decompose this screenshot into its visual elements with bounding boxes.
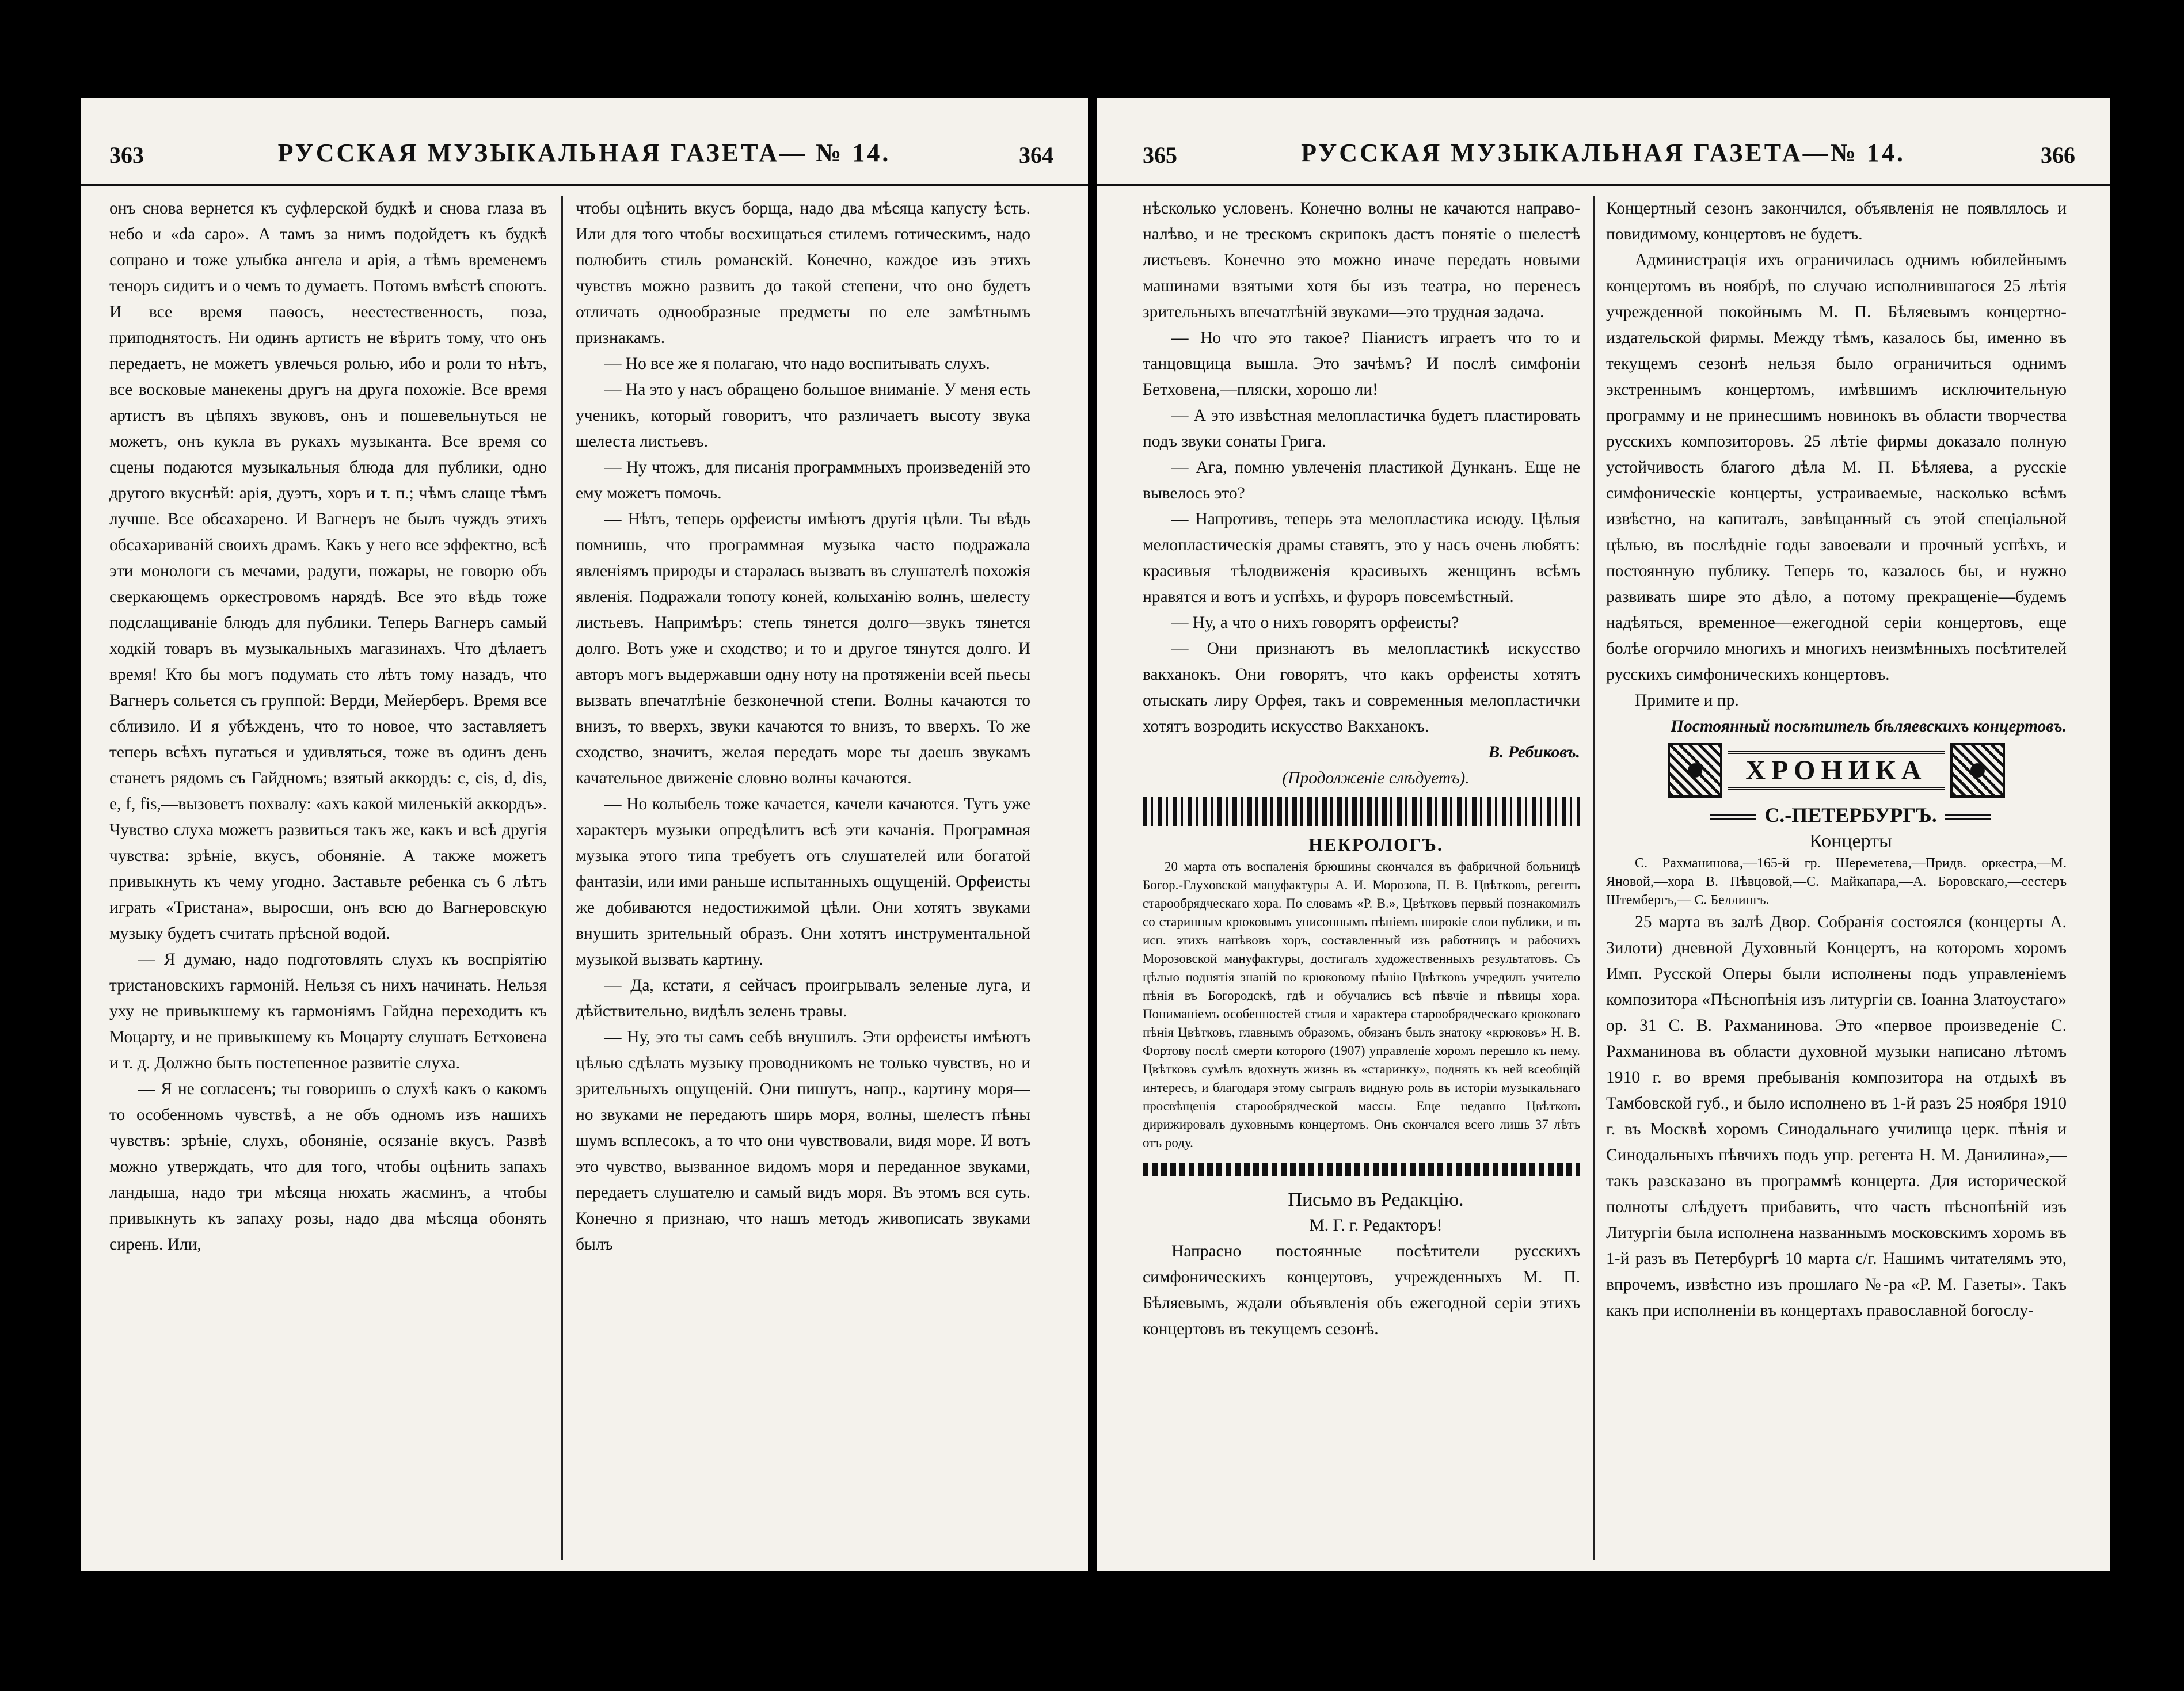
paragraph: — Но колыбель тоже качается, качели качаются. Тутъ уже характеръ музыки опредѣлитъ всѣ эти качанія. Програмная музыка этого типа требуетъ отъ слушателей или богатой фантазіи, или ими раньше испытанныхъ ощущеній. Орфеисты же добиваются недостижимой цѣли. Они хотятъ звуками внушить зрительный образъ. Они хотятъ инструментальной музыкой вызвать картину.	[576, 795, 1030, 969]
letter-text: Напрасно постоянные посѣтители русскихъ симфоническихъ концертовъ, учрежденныхъ М. П. Бѣляевымъ, ждали объявленія объ ежегодной серіи этихъ концертовъ въ текущемъ сезонѣ.	[1143, 1242, 1580, 1338]
column-divider	[1593, 196, 1595, 1560]
paragraph: — Ага, помню увлеченія пластикой Дунканъ. Еще не вывелось это?	[1143, 458, 1580, 502]
necrology-heading: НЕКРОЛОГЪ.	[1308, 834, 1443, 855]
paragraph: — Я не согласенъ; ты говоришь о слухѣ какъ о какомъ то особенномъ чувствѣ, а не объ одномъ изъ нашихъ чувствъ: зрѣніе, слухъ, обоняніе, осязаніе вкусъ. Развѣ можно утверждать, что для того, чтобы оцѣнить запахъ ландыша, надо три мѣсяца нюхать жасминъ, а чтобы привыкнуть къ запаху розы, надо два мѣсяца обонять сирень. Или,	[109, 1080, 547, 1254]
text-column-2	[576, 196, 1030, 1258]
paragraph: — Ну, а что о нихъ говорятъ орфеисты?	[1171, 614, 1459, 632]
column-divider	[561, 196, 563, 1560]
letter-signature: Постоянный посѣтитель бѣляевскихъ концертовъ.	[1671, 717, 2067, 736]
ornament-divider	[1143, 1163, 1580, 1176]
running-head-right	[1097, 138, 2110, 186]
masthead: РУССКАЯ МУЗЫКАЛЬНАЯ ГАЗЕТА—№ 14.	[1301, 139, 1905, 167]
paragraph: чтобы оцѣнить вкусъ борща, надо два мѣсяца капусту ѣсть. Или для того чтобы восхищаться стилемъ готическимъ, надо полюбить стиль романскій. Конечно, каждое изъ этихъ чувствъ можно развить до такой степени, что оно будетъ отличать однообразные предметы по еле замѣтнымъ признакамъ.	[576, 199, 1030, 347]
necrology-block	[1143, 858, 1580, 1152]
paragraph: — Нѣтъ, теперь орфеисты имѣютъ другія цѣли. Ты вѣдь помнишь, что программная музыка часто подражала явленіямъ природы и старалась вызвать въ слушателѣ похожія явленія. Подражали топоту коней, колыханію волнъ, шелесту листьевъ. Напримѣръ: степь тянется долго—звукъ тянется долго. Вотъ уже и сходство; и то и другое тянутся долго. И авторъ могъ выдержавши одну ноту на протяженіи всей пьесы вызвать впечатлѣніе безконечной степи. Волны качаются то внизъ, то вверхъ, звуки качаются то внизъ, то вверхъ. То же сходство, значитъ, желая передать море ты даешь звукамъ качательное движеніе словно волны качаются.	[576, 510, 1030, 787]
ornament-icon	[1950, 743, 2005, 798]
text-column-4	[1606, 196, 2067, 1324]
chronicle-banner	[1606, 743, 2067, 798]
paragraph: нѣсколько условенъ. Конечно волны не качаются направо-налѣво, и не трескомъ скрипокъ дастъ понятіе о шелестѣ листьевъ. Конечно это можно иначе передать новыми машинами взятыми хотя бы изъ театра, но перенесъ зрительныхъ впечатлѣній звуками—это трудная задача.	[1143, 199, 1580, 321]
text-column-1	[109, 196, 547, 1258]
running-head-left	[81, 138, 1088, 186]
letter-heading: Письмо въ Редакцію.	[1288, 1189, 1464, 1210]
city-name: С.-ПЕТЕРБУРГЪ.	[1764, 803, 1937, 827]
text-column-3	[1143, 196, 1580, 1342]
paragraph: — Да, кстати, я сейчасъ проигрывалъ зеленые луга, и дѣйствительно, видѣлъ зелень травы.	[576, 976, 1030, 1020]
masthead: РУССКАЯ МУЗЫКАЛЬНАЯ ГАЗЕТА— № 14.	[277, 139, 891, 167]
author-signature: В. Ребиковъ.	[1488, 743, 1580, 761]
left-page	[81, 98, 1088, 1571]
paragraph: — Ну, это ты самъ себѣ внушилъ. Эти орфеисты имѣютъ цѣлью сдѣлать музыку проводникомъ не только чувствъ, но и зрительныхъ ощущеній. Они пишутъ, напр., картину моря—но звуками не передаютъ ширь моря, волны, шелестъ пѣны шумъ всплесокъ, а то что они чувствовали, видя море. И вотъ это чувство, вызванное видомъ моря и переданное звуками, передаетъ слушателю и самый видъ моря. Въ этомъ вся суть. Конечно я признаю, что нашъ методъ живописать звуками былъ	[576, 1028, 1030, 1254]
concerts-list: С. Рахманинова,—165-й гр. Шереметева,—Придв. оркестра,—М. Яновой,—хора В. Пѣвцовой,—С. Майкапара,—А. Боровскаго,—сестеръ Штембергъ,— С. Беллингъ.	[1606, 856, 2067, 908]
page-number: 366	[2041, 142, 2075, 168]
paragraph: — Но все же я полагаю, что надо воспитывать слухъ.	[604, 355, 990, 373]
heading-bar	[1945, 814, 1991, 820]
ornament-divider	[1143, 797, 1580, 826]
paragraph: — Я думаю, надо подготовлять слухъ къ воспріятію тристановскихъ гармоній. Нельзя съ нихъ начинать. Нельзя уху не привыкшему къ гармоніямъ Гайдна переходить къ Моцарту, и не привыкшему къ Моцарту слушать Бетховена и т. д. Должно быть постепенное развитіе слуха.	[109, 950, 547, 1072]
letter-greeting: М. Г. г. Редакторъ!	[1309, 1216, 1443, 1235]
paragraph: Администрація ихъ ограничилась однимъ юбилейнымъ концертомъ въ ноябрѣ, по случаю исполнившагося 25 лѣтія учрежденной покойнымъ М. П. Бѣляевымъ концертно-издательской фирмы. Между тѣмъ, казалось бы, именно въ текущемъ сезонѣ нельзя было ограничиться однимъ экстреннымъ концертомъ, имѣвшимъ исключительную программу и не принесшимъ новинокъ въ области творчества русскихъ композиторовъ. 25 лѣтіе фирмы доказало полную устойчивость благого дѣла М. П. Бѣляева, а русскіе симфоническіе концерты, устраиваемые, насколько всѣмъ извѣстно, на капиталъ, завѣщанный съ этой спеціальной цѣлью, въ послѣдніе годы завоевали и прочный успѣхъ, и постоянную публику. Теперь то, казалось бы, и нужно развивать шире это дѣло, а потому прекращеніе—будемъ надѣяться, временное—ежегодной серіи концертовъ, еще болѣе огорчило многихъ и многихъ неизмѣнныхъ посѣтителей русскихъ симфоническихъ концертовъ.	[1606, 251, 2067, 684]
concerts-heading: Концерты	[1809, 831, 1892, 852]
page-number: 363	[109, 142, 144, 168]
page-number: 364	[1019, 142, 1053, 168]
necrology-text: 20 марта отъ воспаленія брюшины скончался въ фабричной больницѣ Богор.-Глуховской мануфактуры А. И. Морозова, П. В. Цвѣтковъ, регентъ старообрядческаго хора. По словамъ «Р. В.», Цвѣтковъ первый познакомилъ со старинным крюковымъ унисоннымъ пѣніемъ широкіе слои публики, и въ исп. этихъ напѣвовъ хоръ, составленный изъ работницъ и рабочихъ Морозовской мануфактуры, достигалъ художественныхъ результатовъ. Съ цѣлью поднятія знаній по крюковому пѣнію Цвѣтковъ учредилъ учителю пѣнія въ Богородскѣ, гдѣ и обучались всѣ пѣвчіе и пѣвицы хора. Пониманіемъ особенностей стиля и характера старообрядческаго крюковаго пѣнія Цвѣтковъ, главнымъ образомъ, обязанъ былъ знатоку «крюковъ» Н. В. Фортову послѣ смерти которого (1907) управленіе хоромъ перешло къ нему. Цвѣтковъ сумѣлъ вдохнуть жизнь въ «старинку», поднять къ ней всеобщій интересъ, и благодаря этому сыгралъ видную роль въ исторіи музыкальнаго просвѣщенія старообрядческой массы. Еще недавно Цвѣтковъ дирижировалъ духовнымъ концертомъ. Онъ скончался всего лишь 37 лѣтъ отъ роду.	[1143, 859, 1580, 1150]
continued-note: (Продолженіе слѣдуетъ).	[1282, 769, 1470, 787]
ornament-icon	[1668, 743, 1722, 798]
page-number: 365	[1143, 142, 1177, 168]
paragraph: — Они признаютъ въ мелопластикѣ искусство вакханокъ. Они говорятъ, что какъ орфеисты хотятъ отыскать лиру Орфея, такъ и современныя мелопластички хотятъ возродить искусство Вакханокъ.	[1143, 639, 1580, 736]
paragraph: Примите и пр.	[1635, 691, 1739, 710]
paragraph: Концертный сезонъ закончился, объявленія не появлялось и повидимому, концертовъ не будетъ.	[1606, 199, 2067, 243]
heading-bar	[1710, 814, 1756, 820]
chronicle-title: ХРОНИКА	[1728, 751, 1944, 790]
city-heading	[1606, 802, 2067, 828]
paragraph: — Но что это такое? Піанистъ играетъ что то и танцовщица вышла. Это зачѣмъ? И послѣ симфоніи Бетховена,—пляски, хорошо ли!	[1143, 329, 1580, 399]
paragraph: — Напротивъ, теперь эта мелопластика исюду. Цѣлыя мелопластическія драмы ставятъ, это у насъ очень любятъ: красивыя тѣлодвиженія красивыхъ женщинъ всѣмъ нравятся и вотъ и успѣхъ, и фуроръ повсемѣстный.	[1143, 510, 1580, 606]
paragraph: 25 марта въ залѣ Двор. Собранія состоялся (концерты А. Зилоти) дневной Духовный Концертъ, на которомъ хоромъ Имп. Русской Оперы были исполнены подъ управленіемъ композитора «Пѣснопѣнія изъ литургіи св. Іоанна Златоустаго» ор. 31 С. В. Рахманинова. Это «первое произведеніе С. Рахманинова въ области духовной музыки написано лѣтомъ 1910 г. во время пребыванія композитора на отдыхѣ въ Тамбовской губ., и было исполнено въ 1-й разъ 25 ноября 1910 г. въ Москвѣ хоромъ Синодальнаго училища церк. пѣнія и Синодальныхъ пѣвчихъ подъ упр. регента Н. М. Данилина»,—такъ разсказано въ программѣ концерта. Для исторической полноты слѣдуетъ прибавить, что часть пѣснопѣній изъ Литургіи была исполнена названнымъ московскимъ хоромъ въ 1-й разъ въ Петербургѣ 10 марта с/г. Нашимъ читателямъ это, впрочемъ, извѣстно изъ прошлаго №-ра «Р. М. Газеты». Такъ какъ при исполненіи въ концертахъ православной богослу-	[1606, 913, 2067, 1320]
right-page	[1097, 98, 2110, 1571]
paragraph: — На это у насъ обращено большое вниманіе. У меня есть ученикъ, который говоритъ, что различаетъ высоту звука шелеста листьевъ.	[576, 380, 1030, 451]
paragraph: — А это извѣстная мелопластичка будетъ пластировать подъ звуки сонаты Грига.	[1143, 406, 1580, 451]
paragraph: онъ снова вернется къ суфлерской будкѣ и снова глаза въ небо и «da capo». А тамъ за нимъ подойдетъ къ будкѣ сопрано и тоже улыбка ангела и арія, а тѣмъ временемъ теноръ сидитъ и о чемъ то думаетъ. Потомъ вмѣстѣ споютъ. И все время паѳосъ, неестественность, поза, приподнятость. Ни одинъ артистъ не вѣритъ тому, что онъ передаетъ, не можетъ увлечься ролью, ибо и роли то нѣтъ, все восковые манекены другъ на друга похожіе. Все время артистъ въ цѣпяхъ звуковъ, онъ и пошевельнуться не можетъ, онъ кукла въ рукахъ музыканта. Все время со сцены подаются музыкальныя блюда для публики, одно другого вкуснѣй: арія, дуэтъ, хоръ и т. п.; чѣмъ слаще тѣмъ лучше. Все обсахарено. И Вагнеръ не былъ чуждъ этихъ обсахариваній своихъ драмъ. Какъ у него все эффектно, всѣ эти монологи съ мечами, радуги, пожары, не говорю объ сверкающемъ оркестровомъ нарядѣ. Все это вѣдь тоже подслащиваніе блюдъ для публики. Теперь Вагнеръ самый ходкій товаръ въ музыкальныхъ магазинахъ. Что дѣлаетъ время! Кто бы могъ подумать сто лѣтъ тому назадъ, что Вагнеръ сольется съ группой: Верди, Мейерберъ. Время все сблизило. И я убѣжденъ, что то новое, что заставляетъ теперь всѣхъ пугаться и удивляться, тоже въ одинъ день станетъ рядомъ съ Гайдномъ; взятый аккордъ: c, cis, d, dis, e, f, fis,—вызоветъ похвалу: «ахъ какой миленькій аккордъ». Чувство слуха можетъ развиться такъ же, какъ и всѣ другія чувства: зрѣніе, вкусъ, обоняніе. А также можетъ привыкнуть къ чему угодно. Заставьте ребенка съ 6 лѣтъ играть «Тристана», выросши, онъ всю до Вагнеровскую музыку будетъ считать прѣсной водой.	[109, 199, 547, 943]
paragraph: — Ну чтожъ, для писанія программныхъ произведеній это ему можетъ помочь.	[576, 458, 1030, 502]
